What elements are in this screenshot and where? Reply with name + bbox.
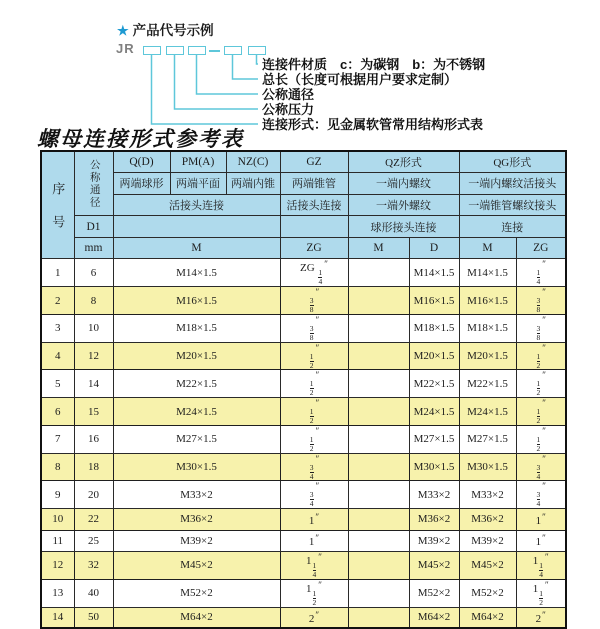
cell-qg-m: M33×2 [459,481,516,509]
cell-qg-m: M18×1.5 [459,314,516,342]
header-qg-desc: 一端内螺纹活接头 [459,173,566,195]
cell-qg-zg: 1″ [516,530,566,551]
cell-gz: $\frac{1}{2}$ ″ [280,370,348,398]
cell-dn: 12 [74,342,113,370]
cell-gz: $\frac{3}{4}$ ″ [280,453,348,481]
cell-qg-m: M22×1.5 [459,370,516,398]
cell-seq: 8 [41,453,74,481]
cell-seq: 12 [41,552,74,580]
cell-dn: 6 [74,259,113,287]
cell-dn: 15 [74,398,113,426]
cell-qz-d: M18×1.5 [409,314,459,342]
cell-seq: 1 [41,259,74,287]
cell-qz-d: M39×2 [409,530,459,551]
header-qg-m: M [459,237,516,259]
cell-dn: 32 [74,552,113,580]
cell-m-thread: M20×1.5 [113,342,280,370]
cell-qg-m: M24×1.5 [459,398,516,426]
cell-qz-m [348,370,409,398]
table-row [41,314,566,342]
cell-m-thread: M18×1.5 [113,314,280,342]
header-nzc: NZ(C) [226,151,280,173]
cell-qz-m [348,552,409,580]
cell-qz-m [348,342,409,370]
cell-qg-zg: 2″ [516,607,566,628]
cell-qg-m: M20×1.5 [459,342,516,370]
cell-m-thread: M16×1.5 [113,287,280,315]
cell-dn: 40 [74,579,113,607]
header-qg-group: QG形式 [459,151,566,173]
table-row [41,552,566,580]
header-unit: mm [74,237,113,259]
header-gz-union: 活接头连接 [280,194,348,216]
cell-qz-d: M20×1.5 [409,342,459,370]
cell-qz-d: M52×2 [409,579,459,607]
label-nominal-pressure: 公称压力 [262,101,315,117]
cell-gz: $\frac{1}{2}$ ″ [280,342,348,370]
header-dn: 公称通径 [74,151,113,216]
cell-dn: 20 [74,481,113,509]
header-gz: GZ [280,151,348,173]
table-row [41,425,566,453]
cell-dn: 50 [74,607,113,628]
cell-seq: 13 [41,579,74,607]
cell-qz-m [348,579,409,607]
cell-seq: 6 [41,398,74,426]
cell-m-thread: M27×1.5 [113,425,280,453]
cell-gz: 1 $\frac{1}{4}$ ″ [280,552,348,580]
table-row [41,481,566,509]
cell-seq: 7 [41,425,74,453]
cell-gz: $\frac{3}{8}$ ″ [280,314,348,342]
cell-qg-m: M27×1.5 [459,425,516,453]
cell-gz: $\frac{1}{2}$ ″ [280,398,348,426]
header-pma: PM(A) [170,151,226,173]
label-connector-material: 连接件材质 c：为碳钢 b：为不锈钢 [262,56,486,72]
header-qg-zg: ZG [516,237,566,259]
cell-seq: 11 [41,530,74,551]
cell-gz: 1″ [280,530,348,551]
cell-qz-d: M45×2 [409,552,459,580]
cell-gz: $\frac{3}{4}$ ″ [280,481,348,509]
cell-qz-m [348,259,409,287]
cell-qz-d: M27×1.5 [409,425,459,453]
cell-seq: 2 [41,287,74,315]
cell-dn: 22 [74,509,113,530]
header-qd: Q(D) [113,151,170,173]
cell-qg-zg: $\frac{1}{4}$ ″ [516,259,566,287]
cell-qz-d: M22×1.5 [409,370,459,398]
cell-qz-m [348,425,409,453]
cell-qg-m: M52×2 [459,579,516,607]
header-zg: ZG [280,237,348,259]
header-seq: 序号 [41,151,74,259]
header-pma-desc: 两端平面 [170,173,226,195]
cell-qg-m: M16×1.5 [459,287,516,315]
table-body [41,259,566,628]
cell-qz-m [348,453,409,481]
cell-qz-d: M16×1.5 [409,287,459,315]
header-qg-connection: 连接 [459,216,566,238]
table-row [41,398,566,426]
cell-m-thread: M14×1.5 [113,259,280,287]
label-nominal-diameter: 公称通径 [262,86,315,102]
header-gz-desc: 两端锥管 [280,173,348,195]
cell-qz-m [348,607,409,628]
page-title: 螺母连接形式参考表 [37,126,244,151]
diagram-title: 产品代号示例 [132,23,214,38]
header-qz-external: 一端外螺纹 [348,194,459,216]
cell-qg-zg: 1 $\frac{1}{4}$ ″ [516,552,566,580]
cell-qg-zg: $\frac{3}{8}$ ″ [516,287,566,315]
cell-gz: 1″ [280,509,348,530]
table-header [41,151,566,259]
cell-m-thread: M64×2 [113,607,280,628]
cell-m-thread: M22×1.5 [113,370,280,398]
cell-qg-m: M45×2 [459,552,516,580]
code-prefix: JR [116,41,135,56]
cell-seq: 5 [41,370,74,398]
header-d1: D1 [74,216,113,238]
cell-m-thread: M36×2 [113,509,280,530]
cell-qg-m: M14×1.5 [459,259,516,287]
cell-qz-d: M36×2 [409,509,459,530]
table-row [41,342,566,370]
cell-m-thread: M52×2 [113,579,280,607]
cell-qg-zg: $\frac{1}{2}$ ″ [516,342,566,370]
cell-gz: 1 $\frac{1}{2}$ ″ [280,579,348,607]
cell-qz-d: M33×2 [409,481,459,509]
table-row [41,579,566,607]
header-qg-taper: 一端锥管螺纹接头 [459,194,566,216]
cell-qg-zg: $\frac{1}{2}$ ″ [516,398,566,426]
cell-seq: 14 [41,607,74,628]
cell-m-thread: M39×2 [113,530,280,551]
cell-qz-d: M30×1.5 [409,453,459,481]
table-row [41,287,566,315]
header-qz-m: M [348,237,409,259]
table-row [41,530,566,551]
cell-seq: 9 [41,481,74,509]
cell-dn: 25 [74,530,113,551]
cell-gz: $\frac{1}{2}$ ″ [280,425,348,453]
table-row [41,607,566,628]
header-m-thread: M [113,237,280,259]
cell-qg-zg: 1 $\frac{1}{2}$ ″ [516,579,566,607]
cell-qz-d: M64×2 [409,607,459,628]
cell-seq: 10 [41,509,74,530]
cell-dn: 8 [74,287,113,315]
cell-qz-d: M14×1.5 [409,259,459,287]
cell-seq: 3 [41,314,74,342]
header-qz-group: QZ形式 [348,151,459,173]
cell-dn: 10 [74,314,113,342]
cell-gz: ZG $\frac{1}{4}$ ″ [280,259,348,287]
cell-seq: 4 [41,342,74,370]
cell-gz: $\frac{3}{8}$ ″ [280,287,348,315]
label-total-length: 总长（长度可根据用户要求定制） [262,71,458,87]
header-qz-desc: 一端内螺纹 [348,173,459,195]
header-qz-ball-connection: 球形接头连接 [348,216,459,238]
cell-qz-m [348,398,409,426]
cell-qg-m: M30×1.5 [459,453,516,481]
cell-qg-m: M64×2 [459,607,516,628]
header-qd-desc: 两端球形 [113,173,170,195]
cell-qz-m [348,530,409,551]
cell-m-thread: M45×2 [113,552,280,580]
cell-m-thread: M30×1.5 [113,453,280,481]
cell-qz-m [348,314,409,342]
cell-m-thread: M33×2 [113,481,280,509]
header-qz-d: D [409,237,459,259]
star-icon: ★ [117,23,129,38]
cell-qz-m [348,481,409,509]
header-union-connection: 活接头连接 [113,194,280,216]
cell-qg-m: M36×2 [459,509,516,530]
cell-qg-zg: $\frac{3}{4}$ ″ [516,481,566,509]
cell-qz-d: M24×1.5 [409,398,459,426]
table-row [41,509,566,530]
cell-qg-m: M39×2 [459,530,516,551]
label-connection-form: 连接形式：见金属软管常用结构形式表 [262,116,484,132]
cell-dn: 14 [74,370,113,398]
table-row [41,370,566,398]
nut-connection-table [40,150,567,629]
header-nzc-desc: 两端内锥 [226,173,280,195]
cell-qz-m [348,287,409,315]
cell-gz: 2″ [280,607,348,628]
table-row [41,453,566,481]
cell-dn: 18 [74,453,113,481]
cell-qg-zg: 1″ [516,509,566,530]
cell-qg-zg: $\frac{1}{2}$ ″ [516,425,566,453]
cell-qg-zg: $\frac{3}{4}$ ″ [516,453,566,481]
table-row [41,259,566,287]
cell-qg-zg: $\frac{1}{2}$ ″ [516,370,566,398]
header-empty-1 [113,216,280,238]
cell-dn: 16 [74,425,113,453]
cell-qg-zg: $\frac{3}{8}$ ″ [516,314,566,342]
cell-qz-m [348,509,409,530]
cell-m-thread: M24×1.5 [113,398,280,426]
header-empty-2 [280,216,348,238]
